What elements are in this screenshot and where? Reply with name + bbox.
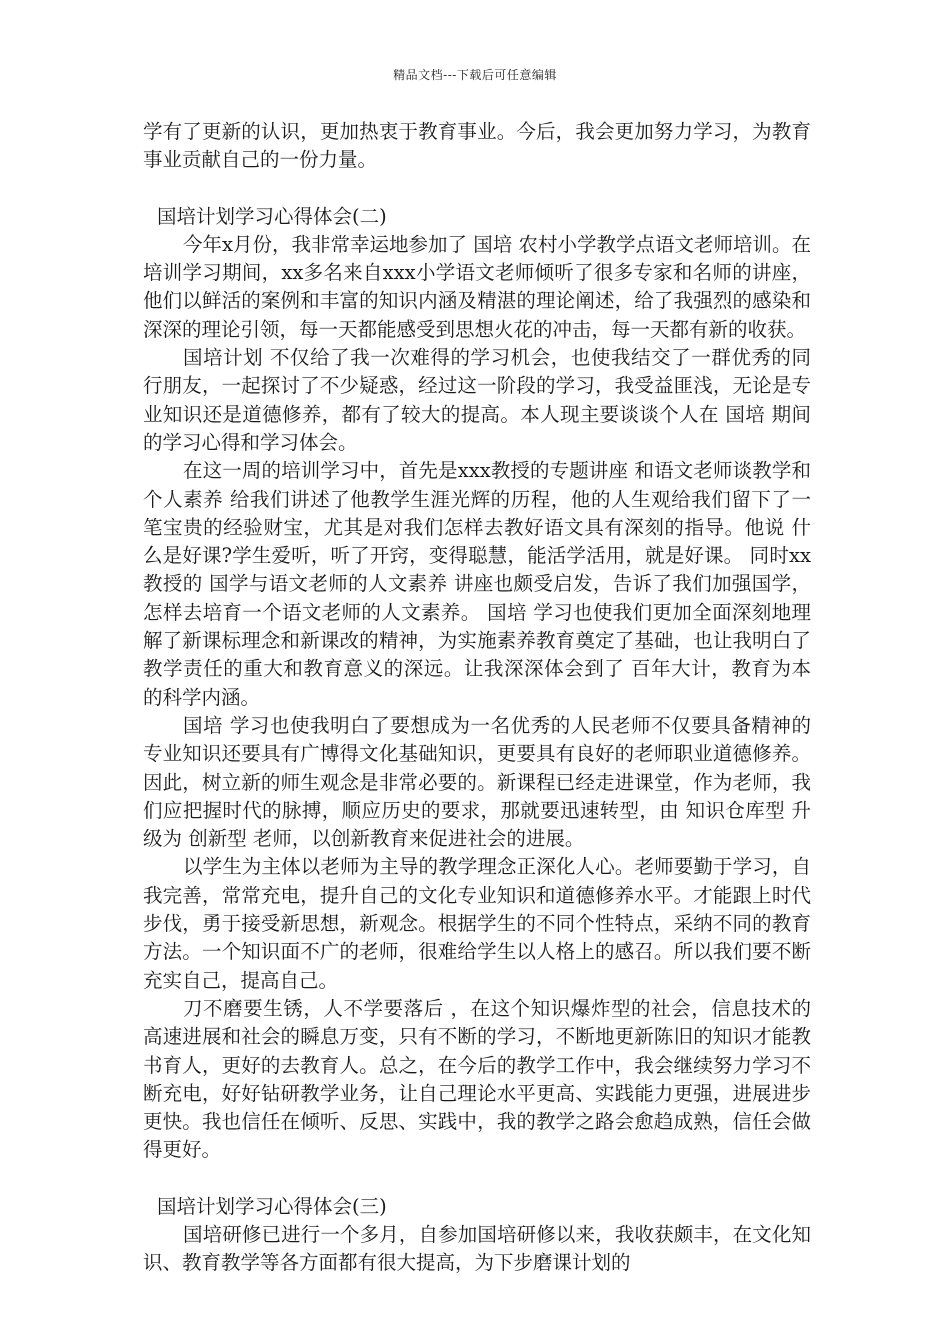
page-header: 精品文档---下载后可任意编辑 (393, 68, 557, 82)
paragraph: 学有了更新的认识，更加热衷于教育事业。今后，我会更加努力学习，为教育事业贡献自己的一份力量。 (143, 120, 811, 172)
paragraph: 刀不磨要生锈，人不学要落后 ，在这个知识爆炸型的社会，信息技术的高速进展和社会的瞬息万变，只有不断的学习，不断地更新陈旧的知识才能教书育人，更好的去教育人。总之，在今后的教学工作中，我会继续努力学习不断充电，好好钻研教学业务，让自己理论水平更高、实践能力更强，进展进步更快。我也信任在倾听、反思、实践中，我的教学之路会愈趋成熟，信任会做得更好。 (143, 996, 811, 1162)
paragraph: 国培 学习也使我明白了要想成为一名优秀的人民老师不仅要具备精神的专业知识还要具有广博得文化基础知识，更要具有良好的老师职业道德修养。因此，树立新的师生观念是非常必要的。新课程已经走进课堂，作为老师，我们应把握时代的脉搏，顺应历史的要求，那就要迅速转型，由 知识仓库型 升级为 创新型 老师，以创新教育来促进社会的进展。 (143, 713, 811, 851)
document-body (143, 118, 811, 1278)
paragraph: 以学生为主体以老师为主导的教学理念正深化人心。老师要勤于学习，自我完善，常常充电，提升自己的文化专业知识和道德修养水平。才能跟上时代步伐，勇于接受新思想，新观念。根据学生的不同个性特点，采纳不同的教育方法。一个知识面不广的老师，很难给学生以人格上的感召。所以我们要不断充实自己，提高自己。 (143, 855, 811, 992)
section-title: 国培计划学习心得体会(二) (157, 204, 387, 228)
paragraph: 在这一周的培训学习中，首先是xxx教授的专题讲座 和语文老师谈教学和个人素养 给我们讲述了他教学生涯光辉的历程，他的人生观给我们留下了一笔宝贵的经验财宝，尤其是对我们怎样去教好语文具有深刻的指导。他说 什么是好课?学生爱听，听了开窍，变得聪慧，能活学活用，就是好课。 同时xx教授的 国学与语文老师的人文素养 讲座也颇受启发，告诉了我们加强国学，怎样去培育一个语文老师的人文素养。 国培 学习也使我们更加全面深刻地理解了新课标理念和新课改的精神，为实施素养教育奠定了基础，也让我明白了教学责任的重大和教育意义的深远。让我深深体会到了 百年大计，教育为本 的科学内涵。 (143, 459, 811, 709)
paragraph: 国培计划 不仅给了我一次难得的学习机会，也使我结交了一群优秀的同行朋友，一起探讨了不少疑惑，经过这一阶段的学习，我受益匪浅，无论是专业知识还是道德修养，都有了较大的提高。本人现主要谈谈个人在 国培 期间的学习心得和学习体会。 (143, 346, 811, 454)
paragraph: 今年x月份，我非常幸运地参加了 国培 农村小学教学点语文老师培训。在培训学习期间，xx多名来自xxx小学语文老师倾听了很多专家和名师的讲座，他们以鲜活的案例和丰富的知识内涵及精湛的理论阐述，给了我强烈的感染和深深的理论引领，每一天都能感受到思想火花的冲击，每一天都有新的收获。 (143, 232, 811, 341)
section-title: 国培计划学习心得体会(三) (157, 1194, 387, 1218)
paragraph: 国培研修已进行一个多月，自参加国培研修以来，我收获颇丰，在文化知识、教育教学等各方面都有很大提高，为下步磨课计划的 (143, 1222, 811, 1275)
